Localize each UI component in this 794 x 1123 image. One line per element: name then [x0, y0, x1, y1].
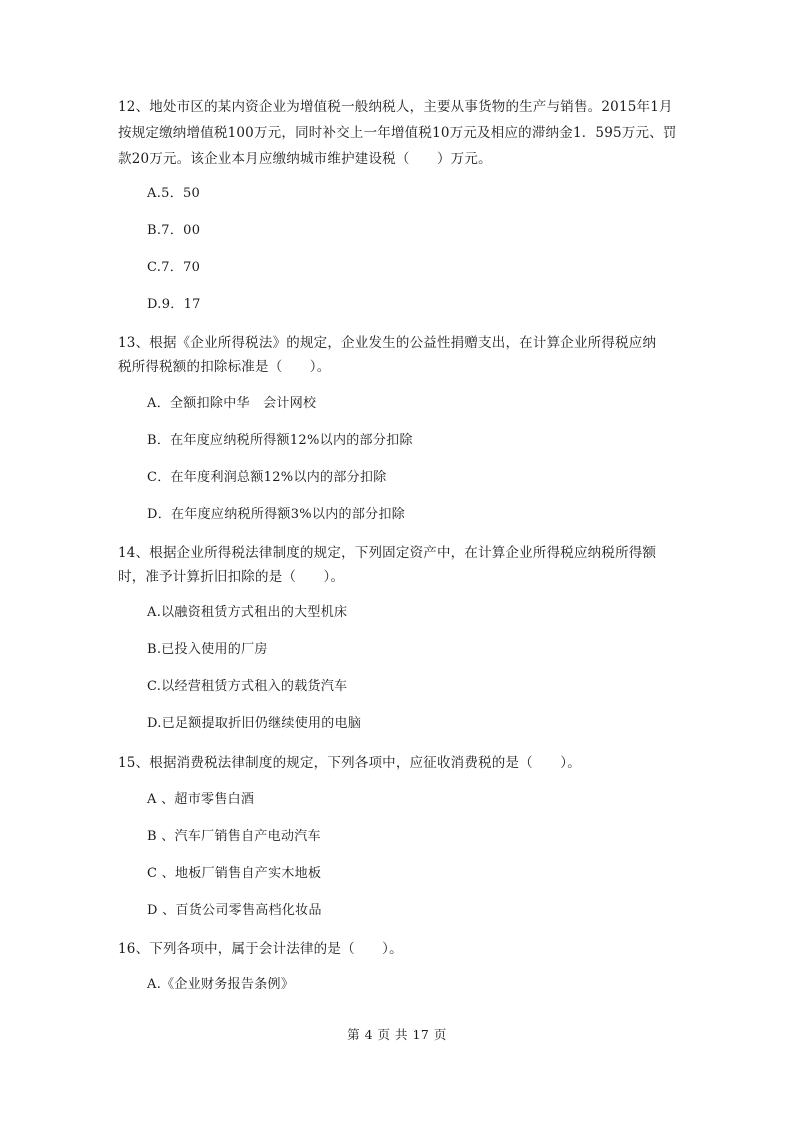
question-13-option-b: B．在年度应纳税所得额12%以内的部分扣除 [147, 433, 413, 448]
question-12-option-d: D.9．17 [147, 297, 201, 312]
question-13-line-1: 13、根据《企业所得税法》的规定，企业发生的公益性捐赠支出，在计算企业所得税应纳 [118, 335, 657, 351]
question-12-line-2: 按规定缴纳增值税100万元，同时补交上一年增值税10万元及相应的滞纳金1．595万元、罚 [118, 125, 677, 141]
question-15-option-a: A 、超市零售白酒 [147, 792, 255, 807]
question-14-option-c: C.以经营租赁方式租入的载货汽车 [147, 679, 348, 694]
question-15-line-1: 15、根据消费税法律制度的规定，下列各项中，应征收消费税的是（ ）。 [118, 755, 581, 771]
question-14-option-d: D.已足额提取折旧仍继续使用的电脑 [147, 716, 362, 731]
question-12-option-b: B.7．00 [147, 223, 201, 238]
question-16-line-1: 16、下列各项中，属于会计法律的是（ ）。 [118, 941, 403, 957]
question-14-option-b: B.已投入使用的厂房 [147, 642, 268, 657]
question-13-line-2: 税所得税额的扣除标准是（ ）。 [118, 359, 331, 375]
question-12-option-a: A.5．50 [147, 186, 201, 201]
question-15-option-c: C 、地板厂销售自产实木地板 [147, 866, 322, 881]
question-12-line-1: 12、地处市区的某内资企业为增值税一般纳税人，主要从事货物的生产与销售。2015年1月 [118, 99, 673, 115]
question-14-option-a: A.以融资租赁方式租出的大型机床 [147, 605, 348, 620]
question-13-option-a: A．全额扣除中华 会计网校 [147, 396, 317, 411]
question-14-line-2: 时，准予计算折旧扣除的是（ ）。 [118, 569, 345, 585]
question-12-line-3: 款20万元。该企业本月应缴纳城市维护建设税（ ）万元。 [118, 151, 492, 167]
question-13-option-d: D．在年度应纳税所得额3%以内的部分扣除 [147, 507, 406, 522]
page-number-footer: 第 4 页 共 17 页 [347, 1027, 447, 1042]
question-16-option-a: A.《企业财务报告条例》 [147, 977, 295, 992]
question-13-option-c: C．在年度利润总额12%以内的部分扣除 [147, 470, 387, 485]
question-12-option-c: C.7．70 [147, 260, 201, 275]
question-15-option-b: B 、汽车厂销售自产电动汽车 [147, 829, 321, 844]
question-15-option-d: D 、百货公司零售高档化妆品 [147, 903, 322, 918]
question-14-line-1: 14、根据企业所得税法律制度的规定，下列固定资产中，在计算企业所得税应纳税所得额 [118, 545, 657, 561]
